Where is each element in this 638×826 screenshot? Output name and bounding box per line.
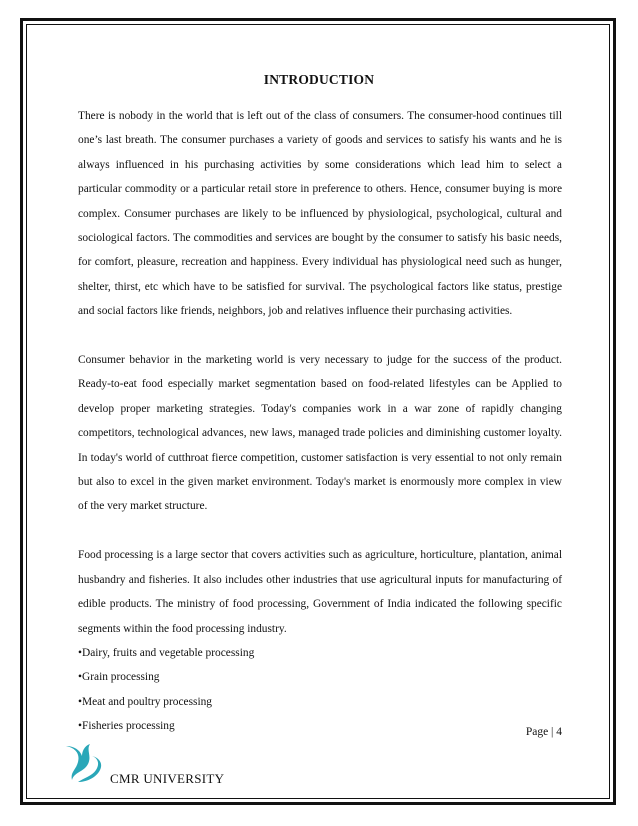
bullet-item: •Meat and poultry processing: [78, 695, 213, 708]
footer-brand: CMR UNIVERSITY: [110, 771, 225, 786]
page-title: INTRODUCTION: [263, 72, 375, 87]
bullet-item: •Dairy, fruits and vegetable processing: [78, 646, 255, 659]
paragraph-3: Food processing is a large sector that covers activities such as agriculture, horticulture, plantation, animal husbandry and fisheries. It also includes other industries that use agricultural inputs for manufacturing of edible products. The ministry of food processing, Government of India indicated the following specific segments within the food processing industry.: [78, 549, 562, 635]
bullet-item: •Fisheries processing: [78, 720, 175, 733]
page-number: Page | 4: [525, 726, 562, 738]
paragraph-2: Consumer behavior in the marketing world is very necessary to judge for the success of the product. Ready-to-eat food especially market segmentation based on food-related lifestyles can be Applied to develop proper marketing strategies. Today's companies work in a war zone of rapidly changing competitors, technological advances, new laws, managed trade policies and diminishing customer loyalty. In today's world of cutthroat fierce competition, customer satisfaction is very essential to not only remain but also to excel in the given market environment. Today's market is enormously more complex in view of the very market structure.: [78, 354, 562, 513]
document-body: [78, 104, 562, 739]
paragraph-1: There is nobody in the world that is left out of the class of consumers. The consumer-hood continues till one’s last breath. The consumer purchases a variety of goods and services to satisfy his wants and he is always influenced in his purchasing activities by some considerations which lead him to select a particular commodity or a particular retail store in preference to others. Hence, consumer buying is more complex. Consumer purchases are likely to be influenced by physiological, psychological, cultural and sociological factors. The commodities and services are bought by the consumer to satisfy his basic needs, for comfort, pleasure, recreation and happiness. Every individual has physiological need such as hunger, shelter, thirst, etc which have to be satisfied for survival. The psychological factors like status, prestige and social factors like friends, neighbors, job and relatives influence their purchasing activities.: [78, 110, 562, 318]
bullet-item: •Grain processing: [78, 671, 160, 684]
cmr-swan-logo-icon: [62, 742, 104, 786]
